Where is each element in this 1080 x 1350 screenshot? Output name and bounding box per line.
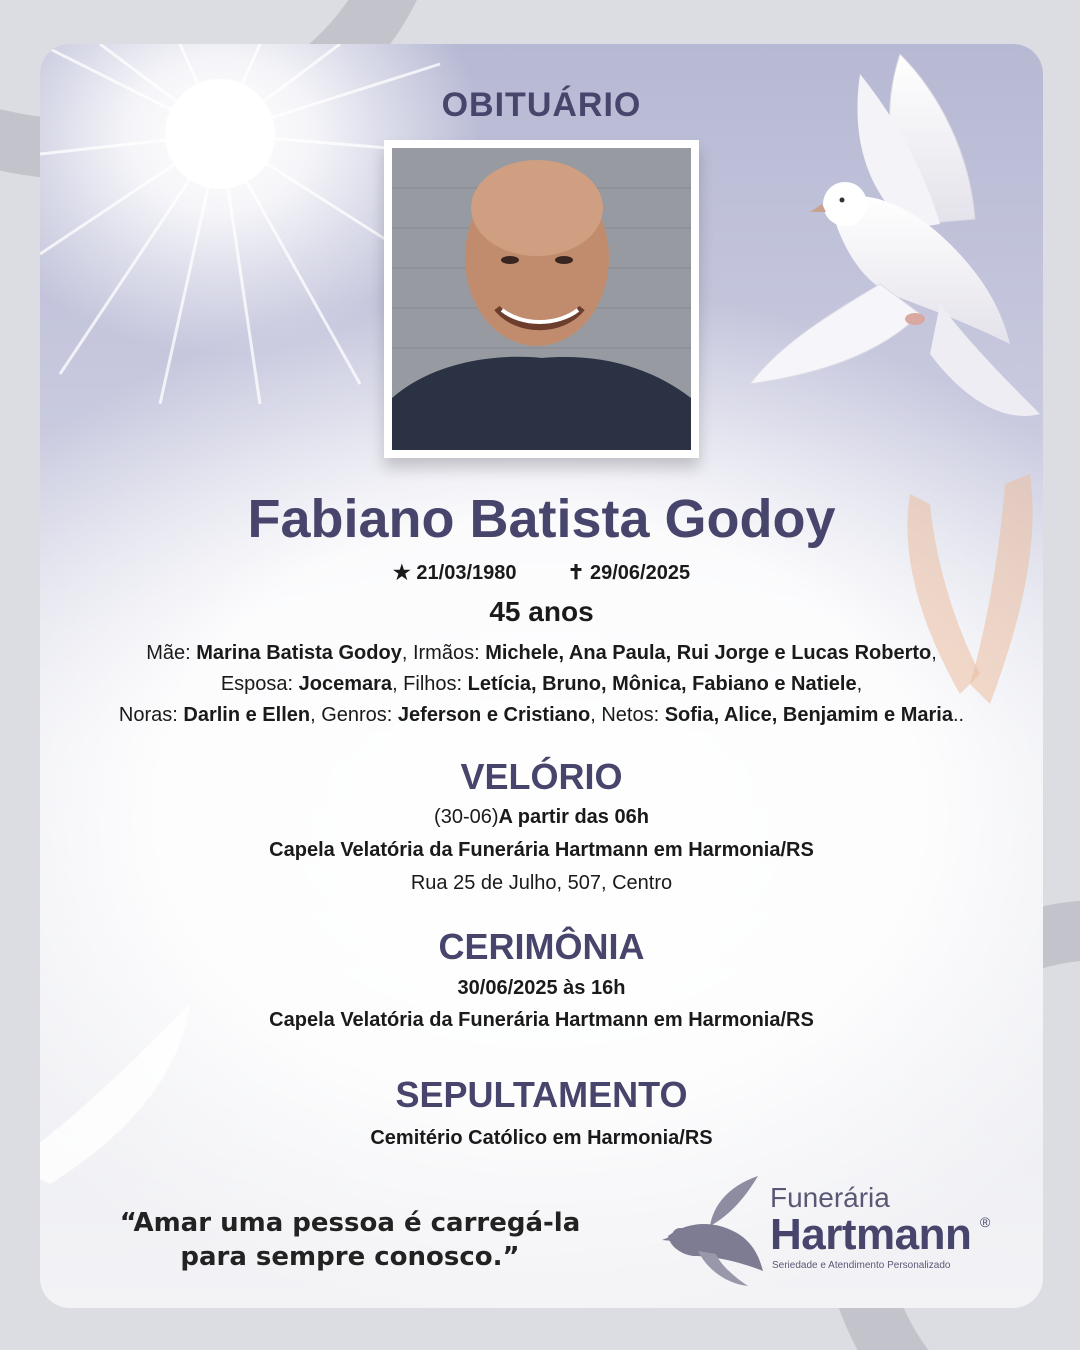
- quote-line-1: “Amar uma pessoa é carregá-la: [119, 1208, 581, 1238]
- cerimonia-place: Capela Velatória da Funerária Hartmann em Harmonia/RS: [269, 1009, 814, 1031]
- family-line-3: [50, 700, 1033, 731]
- age: 45 anos: [489, 596, 594, 627]
- quote-line-2: para sempre conosco.”: [180, 1242, 520, 1272]
- star-icon: ★: [392, 562, 411, 584]
- family-names: Sofia, Alice, Benjamim e Maria: [664, 704, 953, 726]
- portrait-frame: [384, 140, 699, 458]
- cross-icon: ✝: [567, 562, 585, 584]
- family-names: Jeferson e Cristiano: [397, 704, 591, 726]
- registered-mark: ®: [980, 1214, 991, 1230]
- family-names: Michele, Ana Paula, Rui Jorge e Lucas Roberto: [485, 642, 932, 664]
- family-label: Mãe:: [146, 642, 197, 664]
- velorio-start: A partir das 06h: [498, 806, 649, 828]
- death-date: 29/06/2025: [589, 562, 691, 584]
- family-line-2: [50, 669, 1033, 700]
- family-names: Letícia, Bruno, Mônica, Fabiano e Natiele: [467, 673, 857, 695]
- family-names: Darlin e Ellen: [183, 704, 311, 726]
- velorio-date: (30-06): [434, 806, 499, 828]
- birth-date: 21/03/1980: [416, 562, 517, 584]
- sepultamento-place: Cemitério Católico em Harmonia/RS: [370, 1127, 713, 1149]
- family-names: Marina Batista Godoy: [196, 642, 402, 664]
- family-label: , Netos:: [590, 704, 665, 726]
- velorio-time: [40, 806, 1043, 829]
- cerimonia-datetime: 30/06/2025 às 16h: [457, 977, 626, 999]
- portrait-photo: [392, 148, 691, 450]
- velorio-address: Rua 25 de Julho, 507, Centro: [410, 872, 673, 894]
- portrait-figure: [392, 148, 691, 450]
- dove-logo-icon: [658, 1176, 768, 1286]
- family-label: , Filhos:: [392, 673, 468, 695]
- family-label: , Irmãos:: [401, 642, 486, 664]
- family-label: Esposa:: [220, 673, 299, 695]
- funeraria-hartmann-logo: [658, 1176, 998, 1286]
- logo-line-hartmann: Hartmann: [770, 1210, 972, 1259]
- family-line-1: [50, 638, 1033, 669]
- family-label: , Genros:: [310, 704, 398, 726]
- deceased-name: Fabiano Batista Godoy: [247, 489, 836, 549]
- velorio-place: Capela Velatória da Funerária Hartmann em Harmonia/RS: [269, 839, 814, 861]
- velorio-heading: VELÓRIO: [460, 756, 623, 797]
- obituary-card: [40, 44, 1043, 1308]
- sepultamento-heading: SEPULTAMENTO: [395, 1074, 688, 1115]
- logo-tagline: Seriedade e Atendimento Personalizado: [772, 1260, 951, 1271]
- logo-line-funeraria: Funerária: [770, 1182, 890, 1213]
- family-list: [50, 638, 1033, 731]
- page-title: OBITUÁRIO: [441, 86, 642, 124]
- family-label: Noras:: [118, 704, 184, 726]
- family-label: ,: [931, 642, 937, 664]
- family-names: Jocemara: [298, 673, 393, 695]
- life-dates: [40, 560, 1043, 585]
- family-label: ..: [952, 704, 965, 726]
- cerimonia-heading: CERIMÔNIA: [438, 926, 645, 967]
- family-label: ,: [856, 673, 863, 695]
- memorial-quote: [80, 1206, 620, 1274]
